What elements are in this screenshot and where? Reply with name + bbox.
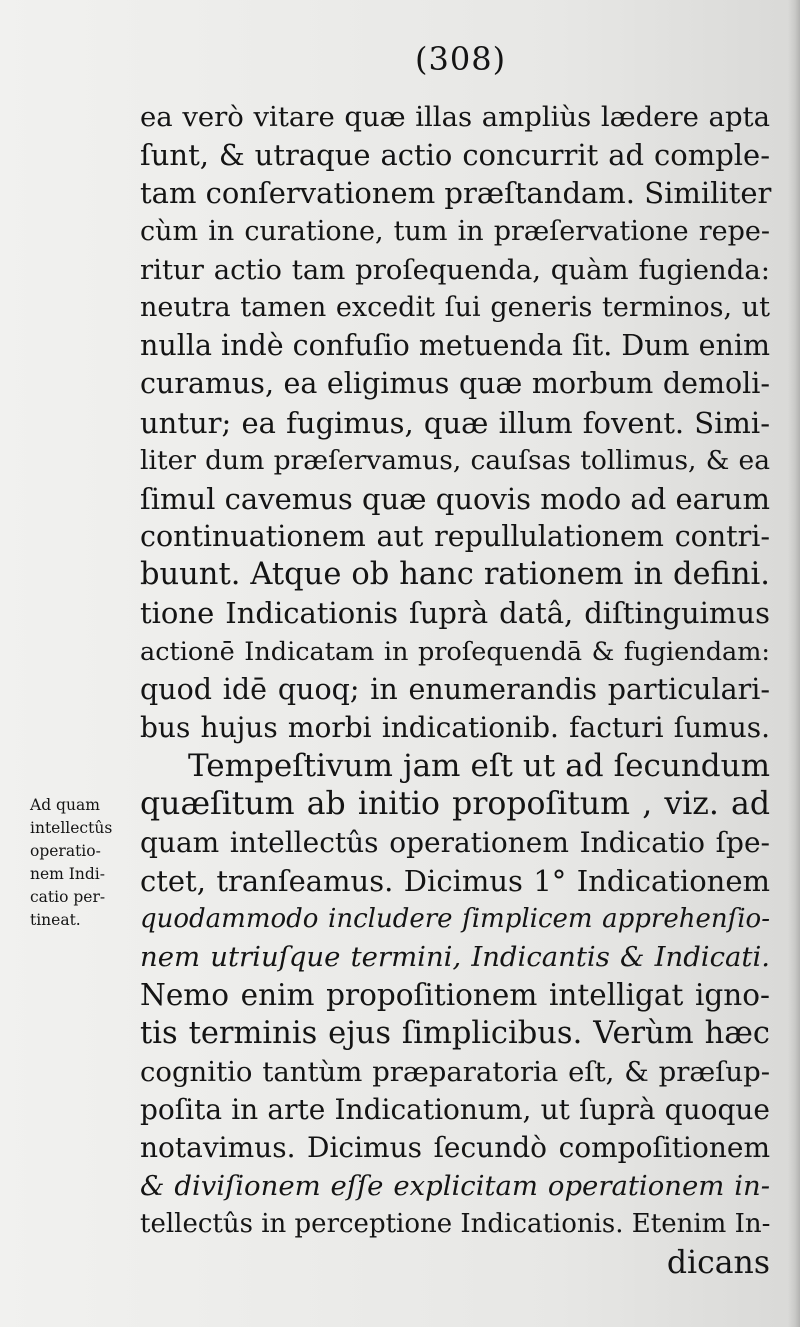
marginal-note-line: nem Indi-: [30, 865, 106, 883]
italic-text-line: quodammodo includere ſimplicem apprehenſio-: [140, 903, 770, 934]
text-line: liter dum præſervamus, cauſsas tollimus, & ea: [140, 444, 770, 476]
text-line: tis terminis ejus ſimplicibus. Verùm hæc: [140, 1015, 770, 1051]
body-text: [140, 98, 770, 1282]
page-number: (308): [415, 40, 507, 78]
text-line: Nemo enim propoſitionem intelligat igno-: [140, 978, 770, 1013]
text-line: quod idē quoq; in enumerandis particulari-: [140, 672, 770, 706]
text-line: ctet, tranſeamus. Dicimus 1° Indicationem: [140, 863, 770, 898]
catchword: dicans: [666, 1244, 770, 1281]
text-line: nulla indè confuſio metuenda ſit. Dum enim: [140, 329, 770, 363]
marginal-note-line: catio per-: [30, 888, 106, 906]
text-line: ſimul cavemus quæ quovis modo ad earum: [140, 481, 770, 516]
text-line: tam conſervationem præſtandam. Similiter: [140, 176, 772, 211]
italic-text-line: & diviſionem eſſe explicitam operationem in-: [140, 1170, 770, 1203]
text-line: quæſitum ab initio propoſitum , viz. ad: [140, 786, 770, 823]
text-line: ritur actio tam proſequenda, quàm fugienda:: [140, 253, 770, 286]
text-line: tellectûs in perceptione Indicationis. Etenim In-: [140, 1209, 771, 1240]
text-line: cùm in curatione, tum in præſervatione repe-: [140, 215, 770, 247]
paragraph-start-line: Tempeſtivum jam eſt ut ad ſecundum: [188, 748, 770, 785]
marginal-note-line: Ad quam: [30, 796, 100, 814]
text-line: buunt. Atque ob hanc rationem in defini.: [140, 557, 770, 593]
text-line: tione Indicationis ſuprà datâ, diſtinguimus: [140, 596, 770, 631]
text-line: bus hujus morbi indicationib. facturi ſumus.: [140, 711, 770, 744]
text-line: quam intellectûs operationem Indicatio ſpe-: [140, 825, 770, 859]
text-line: actionē Indicatam in proſequendā & fugiendam:: [140, 636, 770, 667]
text-line: cognitio tantùm præparatoria eſt, & præſup-: [140, 1055, 770, 1088]
marginal-note-line: intellectûs: [30, 819, 113, 837]
marginal-note-line: tineat.: [30, 911, 81, 929]
marginal-note: [30, 794, 152, 932]
text-line: ſunt, & utraque actio concurrit ad comple-: [140, 138, 770, 173]
marginal-note-line: operatio-: [30, 842, 101, 860]
page-edge-shadow: [788, 0, 800, 1327]
text-line: continuationem aut repullulationem contri-: [140, 520, 770, 554]
text-line: notavimus. Dicimus ſecundò compoſitionem: [140, 1131, 770, 1165]
text-line: poſita in arte Indicationum, ut ſuprà quoque: [140, 1092, 770, 1126]
text-line: neutra tamen excedit ſui generis terminos, ut: [140, 291, 770, 323]
text-line: curamus, ea eligimus quæ morbum demoli-: [140, 367, 770, 401]
text-line: ea verò vitare quæ illas ampliùs lædere apta: [140, 101, 770, 133]
italic-text-line: nem utriuſque termini, Indicantis & Indicati.: [140, 941, 770, 974]
text-line: untur; ea fugimus, quæ illum fovent. Simi-: [140, 405, 770, 440]
